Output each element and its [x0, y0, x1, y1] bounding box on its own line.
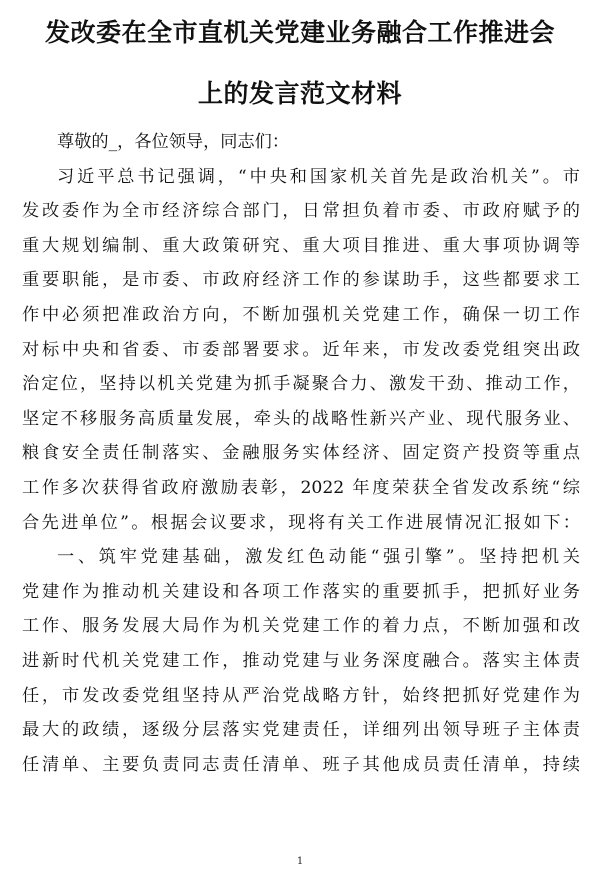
document-body — [22, 125, 580, 782]
body-line: 进新时代机关党建工作，推动党建与业务深度融合。落实主体责 — [22, 650, 580, 671]
page-number: 1 — [296, 856, 304, 867]
body-line: 治定位，坚持以机关党建为抓手凝聚合力、激发干劲、推动工作， — [22, 374, 580, 395]
body-line: 坚定不移服务高质量发展，牵头的战略性新兴产业、现代服务业、 — [22, 408, 580, 429]
body-line: 最大的政绩，逐级分层落实党建责任，详细列出领导班子主体责 — [22, 720, 580, 741]
body-line: 任，市发改委党组坚持从严治党战略方针，始终把抓好党建作为 — [22, 685, 580, 706]
body-line: 任清单、主要负责同志责任清单、班子其他成员责任清单，持续 — [22, 754, 580, 775]
body-line: 重要职能，是市委、市政府经济工作的参谋助手，这些都要求工 — [22, 270, 580, 291]
body-line: 粮食安全责任制落实、金融服务实体经济、固定资产投资等重点 — [22, 443, 580, 464]
body-line: 作中必须把准政治方向，不断加强机关党建工作，确保一切工作 — [22, 304, 580, 325]
document-title-line-1: 发改委在全市直机关党建业务融合工作推进会 — [44, 18, 555, 47]
body-line: 发改委作为全市经济综合部门，日常担负着市委、市政府赋予的 — [22, 201, 580, 222]
body-line: 习近平总书记强调，“中央和国家机关首先是政治机关”。市 — [57, 166, 580, 187]
salutation-line: 尊敬的_，各位领导，同志们： — [57, 132, 290, 152]
section-heading-line: 一、筑牢党建基础，激发红色动能“强引擎”。坚持把机关 — [57, 547, 580, 568]
body-line: 合先进单位”。根据会议要求，现将有关工作进展情况汇报如下： — [22, 512, 580, 533]
document-title-line-2: 上的发言范文材料 — [197, 79, 402, 108]
body-line: 工作多次获得省政府激励表彰，2022 年度荣获全省发改系统“综 — [22, 477, 580, 498]
body-line: 对标中央和省委、市委部署要求。近年来，市发改委党组突出政 — [22, 339, 580, 360]
body-line: 党建作为推动机关建设和各项工作落实的重要抓手，把抓好业务 — [22, 581, 580, 602]
body-line: 工作、服务发展大局作为机关党建工作的着力点，不断加强和改 — [22, 616, 580, 637]
body-line: 重大规划编制、重大政策研究、重大项目推进、重大事项协调等 — [22, 235, 580, 256]
